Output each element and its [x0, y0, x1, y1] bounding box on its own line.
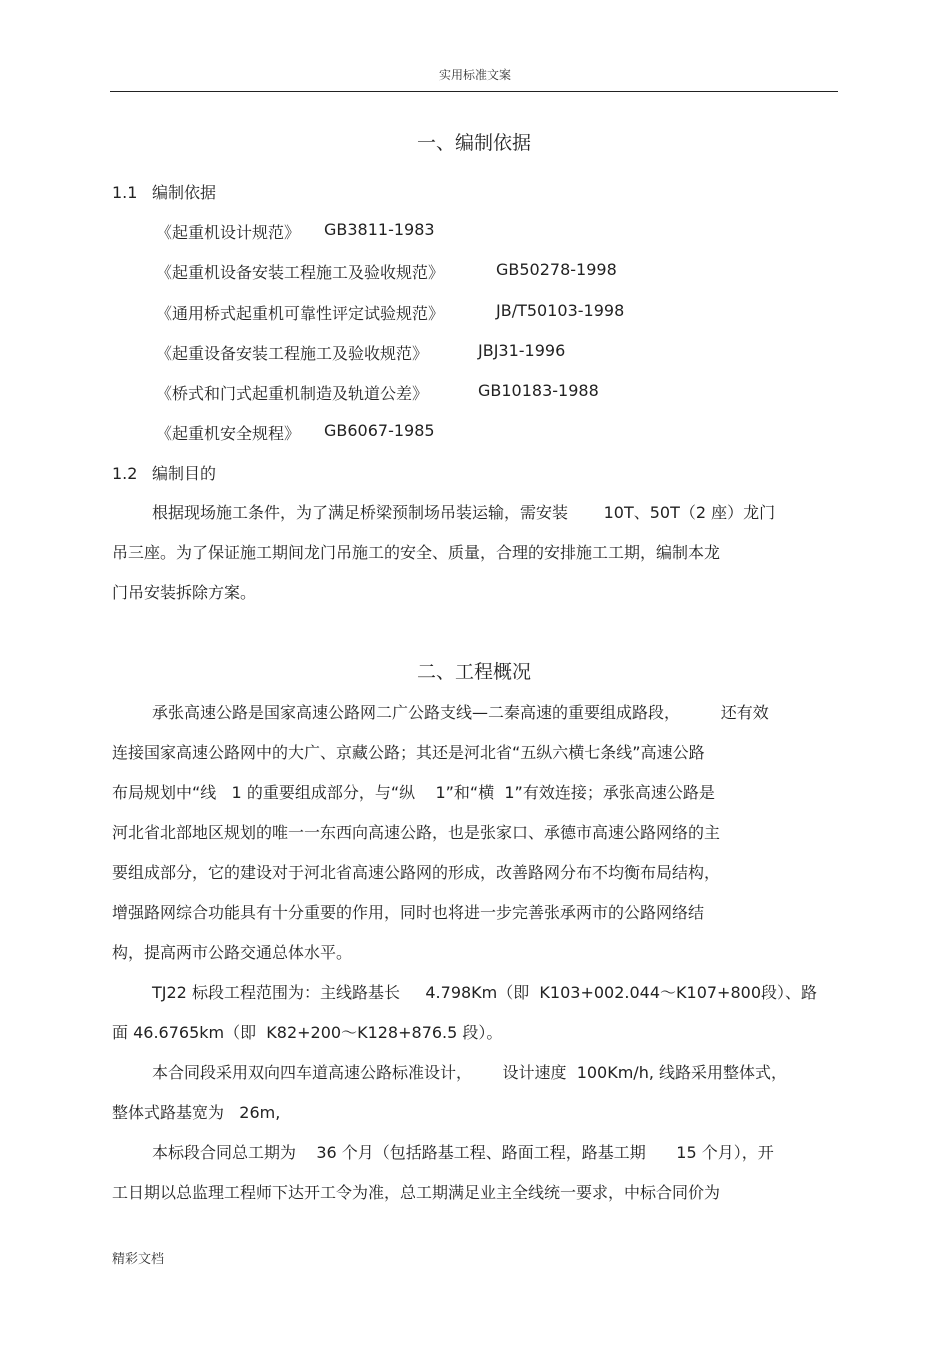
reference-item	[156, 381, 599, 404]
header-rule	[110, 91, 838, 92]
reference-name: 《桥式和门式起重机制造及轨道公差》	[156, 384, 429, 403]
paragraph-line: 整体式路基宽为 26m,	[112, 1103, 281, 1122]
subsection-1-1	[112, 180, 216, 203]
reference-item	[156, 260, 617, 283]
reference-code: GB3811-1983	[324, 220, 435, 239]
paragraph-line: 增强路网综合功能具有十分重要的作用，同时也将进一步完善张承两市的公路网络结	[112, 903, 705, 922]
reference-name: 《起重机安全规程》	[156, 424, 301, 443]
paragraph-line: TJ22 标段工程范围为：主线路基长 4.798Km（即 K103+002.044～K107+800段）、路	[152, 983, 818, 1002]
subsection-1-2	[112, 461, 216, 484]
reference-code: GB6067-1985	[324, 421, 435, 440]
paragraph-line: 本合同段采用双向四车道高速公路标准设计， 设计速度 100Km/h, 线路采用整体式，	[152, 1063, 788, 1082]
reference-code: JBJ31-1996	[478, 341, 566, 360]
page-header: 实用标准文案	[438, 68, 511, 82]
reference-code: GB10183-1988	[478, 381, 599, 400]
reference-name: 《起重机设计规范》	[156, 223, 301, 242]
paragraph-line: 河北省北部地区规划的唯一一东西向高速公路，也是张家口、承德市高速公路网络的主	[112, 823, 721, 842]
subsection-title: 编制依据	[152, 183, 217, 202]
reference-name: 《通用桥式起重机可靠性评定试验规范》	[156, 304, 445, 323]
paragraph-line: 工日期以总监理工程师下达开工令为准，总工期满足业主全线统一要求，中标合同价为	[112, 1183, 721, 1202]
paragraph-line: 连接国家高速公路网中的大广、京藏公路；其还是河北省“五纵六横七条线”高速公路	[112, 743, 705, 762]
reference-name: 《起重设备安装工程施工及验收规范》	[156, 344, 429, 363]
section-title-2: 二、工程概况	[416, 661, 531, 683]
reference-code: JB/T50103-1998	[496, 301, 625, 320]
reference-item	[156, 341, 566, 364]
paragraph-line: 根据现场施工条件，为了满足桥梁预制场吊装运输，需安装 10T、50T（2 座）龙门	[152, 503, 776, 522]
paragraph-line: 吊三座。为了保证施工期间龙门吊施工的安全、质量，合理的安排施工工期，编制本龙	[112, 543, 721, 562]
subsection-number: 1.1	[112, 183, 138, 202]
paragraph-line: 要组成部分，它的建设对于河北省高速公路网的形成，改善路网分布不均衡布局结构，	[112, 863, 721, 882]
paragraph-line: 本标段合同总工期为 36 个月（包括路基工程、路面工程，路基工期 15 个月），开	[152, 1143, 774, 1162]
page-footer: 精彩文档	[112, 1252, 165, 1267]
paragraph-line: 承张高速公路是国家高速公路网二广公路支线—二秦高速的重要组成路段， 还有效	[152, 703, 769, 722]
reference-code: GB50278-1998	[496, 260, 617, 279]
section-title-1: 一、编制依据	[416, 132, 531, 154]
reference-item	[156, 421, 435, 444]
paragraph-line: 布局规划中“线 1 的重要组成部分，与“纵 1”和“横 1”有效连接；承张高速公路是	[112, 783, 715, 802]
paragraph-line: 面 46.6765km（即 K82+200～K128+876.5 段）。	[112, 1023, 503, 1042]
reference-name: 《起重机设备安装工程施工及验收规范》	[156, 263, 445, 282]
paragraph-line: 构，提高两市公路交通总体水平。	[112, 943, 353, 962]
paragraph-line: 门吊安装拆除方案。	[112, 583, 257, 602]
subsection-title: 编制目的	[152, 464, 217, 483]
reference-item	[156, 301, 625, 324]
reference-item	[156, 220, 435, 243]
subsection-number: 1.2	[112, 464, 138, 483]
